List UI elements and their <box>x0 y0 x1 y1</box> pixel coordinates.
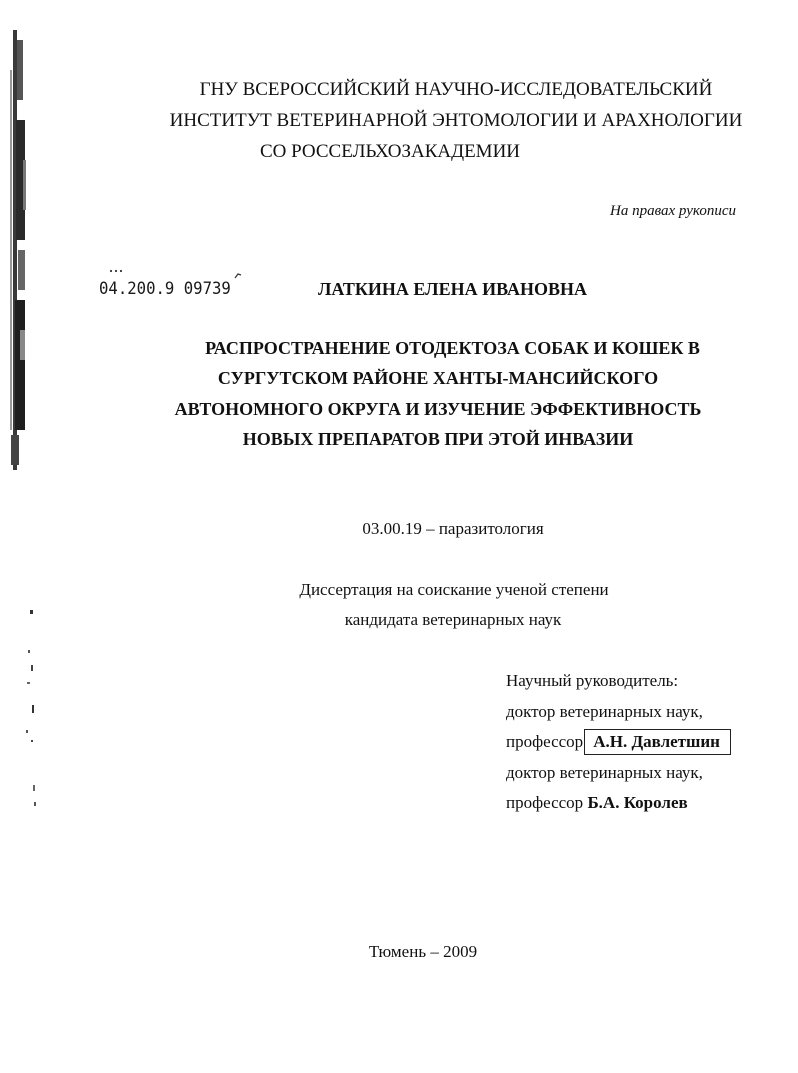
title-line-4: НОВЫХ ПРЕПАРАТОВ ПРИ ЭТОЙ ИНВАЗИИ <box>242 429 634 449</box>
scientific-advisors <box>506 666 731 819</box>
title-line-3: АВТОНОМНОГО ОКРУГА И ИЗУЧЕНИЕ ЭФФЕКТИВНОСТЬ <box>174 399 702 419</box>
dissertation-degree-line-1: Диссертация на соискание ученой степени <box>299 580 609 599</box>
title-line-2: СУРГУТСКОМ РАЙОНЕ ХАНТЫ-МАНСИЙСКОГО <box>217 368 659 388</box>
advisor-1-name: А.Н. Давлетшин <box>584 729 731 755</box>
advisor-1-degree: доктор ветеринарных наук, <box>506 701 703 721</box>
margin-scan-marks <box>22 610 42 830</box>
advisor-1-row <box>506 727 731 758</box>
registration-dots <box>108 268 124 274</box>
advisor-2-row <box>506 788 731 819</box>
registration-tick <box>234 273 242 279</box>
advisor-2-name: Б.А. Королев <box>587 793 688 812</box>
institution-line-2: ИНСТИТУТ ВЕТЕРИНАРНОЙ ЭНТОМОЛОГИИ И АРАХНОЛОГИИ <box>169 110 743 131</box>
institution-line-1: ГНУ ВСЕРОССИЙСКИЙ НАУЧНО-ИССЛЕДОВАТЕЛЬСКИЙ <box>199 79 713 100</box>
advisor-2-degree: доктор ветеринарных наук, <box>506 762 703 782</box>
specialty-code: 03.00.19 – паразитология <box>362 519 544 538</box>
author-name: ЛАТКИНА ЕЛЕНА ИВАНОВНА <box>318 279 587 299</box>
advisors-heading: Научный руководитель: <box>506 671 679 690</box>
advisor-2-rank: профессор <box>506 793 584 812</box>
advisor-1-rank: профессор <box>506 732 584 751</box>
manuscript-rights-note: На правах рукописи <box>610 203 736 219</box>
title-line-1: РАСПРОСТРАНЕНИЕ ОТОДЕКТОЗА СОБАК И КОШЕК В <box>205 338 700 358</box>
dissertation-degree-line-2: кандидата ветеринарных наук <box>344 610 562 629</box>
institution-line-3: СО РОССЕЛЬХОЗАКАДЕМИИ <box>259 141 521 162</box>
registration-number: 04.200.9 09739 <box>99 279 231 299</box>
city-year: Тюмень – 2009 <box>368 942 478 961</box>
